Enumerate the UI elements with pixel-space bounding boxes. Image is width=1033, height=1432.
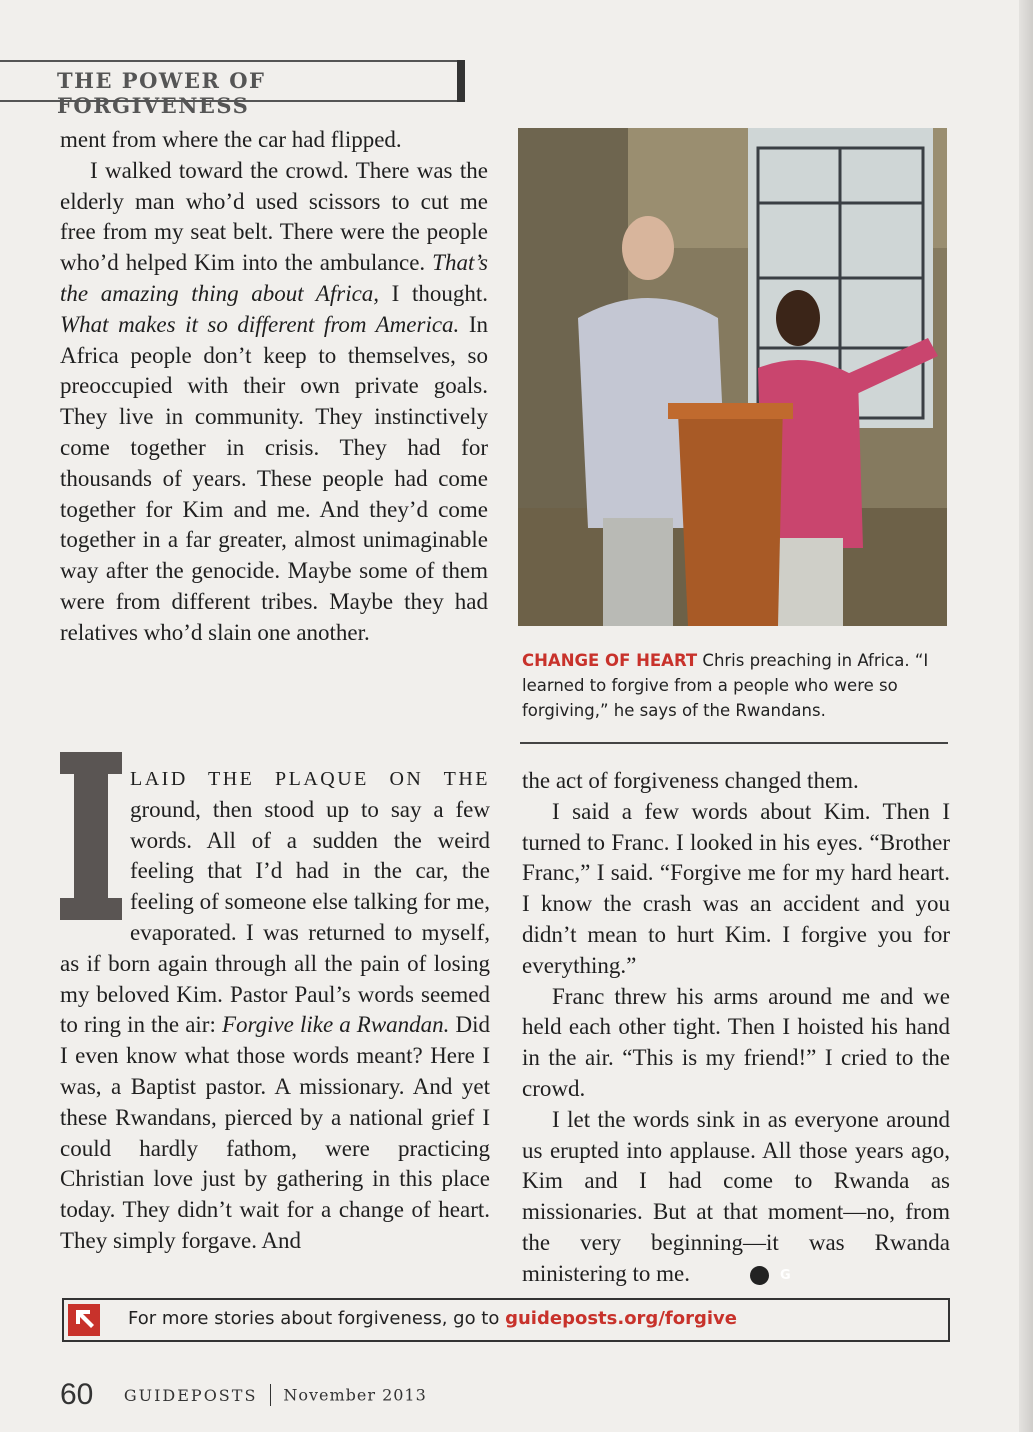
- photo-caption: [522, 648, 952, 723]
- text-run: I let the words sink in as everyone around us erupted into applause. All those years ago, Kim and I had come to Rwanda as missionaries. But at that moment—no, from the very beginning—it was Rwanda ministering to me.: [522, 1106, 950, 1286]
- footer-separator: [270, 1384, 271, 1406]
- right-paragraph-4: [522, 1105, 950, 1290]
- end-mark-icon: G: [750, 1266, 769, 1285]
- caption-divider: [520, 742, 948, 744]
- left-paragraph-2: [60, 156, 488, 649]
- right-paragraph-3: Franc threw his arms around me and we held each other tight. Then I hoisted his hand in the air. “This is my friend!” I cried to the crowd.: [522, 983, 950, 1101]
- lead-in: LAID THE PLAQUE ON THE: [130, 768, 490, 790]
- caption-text: Chris preaching in Africa. “I learned to forgive from a people who were so forgiving,” he says of the Rwandans.: [522, 651, 929, 720]
- footer-brand: GUIDEPOSTS: [123, 1385, 258, 1405]
- italic-run: Forgive like a Rwandan.: [221, 1012, 450, 1038]
- second-section: [60, 740, 490, 1280]
- right-column: [522, 766, 950, 1290]
- text-run: ground, then stood up to say a few words. All of a sudden the weird feeling that I’d had in the car, the feeling of someone else talking for me, evaporated. I was returned to myself, as if born again through all the pain of losing my beloved Kim. Pastor Paul’s words seemed to ring in the air:: [60, 796, 490, 1038]
- right-paragraph-2: I said a few words about Kim. Then I turned to Franc. I looked in his eyes. “Brother Franc,” I said. “Forgive me for my hard heart. I know the crash was an accident and you didn’t mean to hurt Kim. I forgive you for everything.”: [522, 798, 950, 978]
- page-edge: [1019, 0, 1033, 1432]
- page-footer: [60, 1378, 427, 1412]
- italic-run: That’s the amazing thing about Africa,: [60, 250, 488, 306]
- promo-text-wrap: [128, 1308, 737, 1329]
- text-run: I thought.: [379, 280, 488, 306]
- text-run: Did I even know what those words meant? Here I was, a Baptist pastor. A missionary. And yet these Rwandans, pierced by a national grief I could hardly fathom, were practicing Christian love just by gathering in this place today. They didn’t wait for a change of heart. They simply forgave. And: [60, 1012, 491, 1253]
- left-column: [60, 125, 488, 649]
- promo-text: For more stories about forgiveness, go to: [128, 1308, 506, 1329]
- arrow-icon: [68, 1304, 100, 1336]
- italic-run: What makes it so different from America.: [60, 311, 460, 337]
- drop-cap: [60, 752, 122, 920]
- header-bar: [457, 60, 465, 102]
- footer-date: November 2013: [283, 1385, 427, 1405]
- text-run: I walked toward the crowd. There was the elderly man who’d used scissors to cut me free from my seat belt. There were the people who’d helped Kim into the ambulance.: [60, 157, 488, 276]
- text-run: In Africa people don’t keep to themselves, so preoccupied with their own private goals. They live in community. They instinctively come together in crisis. They had for thousands of years. These people had come together for Kim and me. And they’d come together in a far greater, almost unimaginable way after the genocide. Maybe some of them were from different tribes. Maybe they had relatives who’d slain one another.: [60, 311, 488, 645]
- left-paragraph-1: ment from where the car had flipped.: [60, 127, 402, 152]
- section-header: [0, 60, 465, 118]
- page-number: 60: [60, 1378, 94, 1411]
- promo-link[interactable]: guideposts.org/forgive: [505, 1308, 737, 1329]
- caption-kicker: CHANGE OF HEART: [522, 651, 698, 670]
- section-title: THE POWER OF FORGIVENESS: [57, 68, 266, 118]
- promo-box: [62, 1298, 950, 1342]
- right-paragraph-1: the act of forgiveness changed them.: [522, 768, 859, 793]
- article-photo: [518, 128, 947, 626]
- second-section-paragraph: [60, 763, 490, 1257]
